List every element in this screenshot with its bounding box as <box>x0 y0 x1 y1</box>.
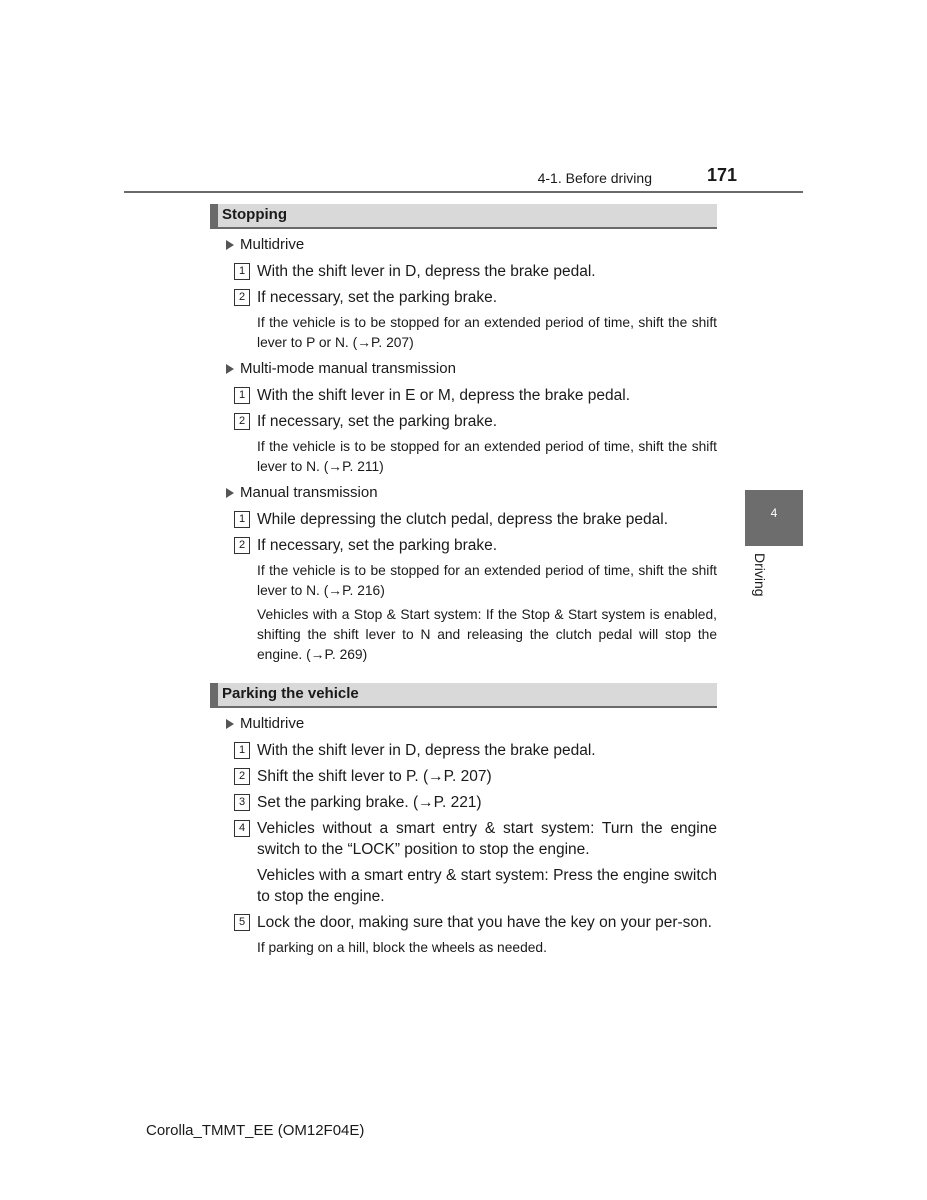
step-number: 2 <box>234 768 250 785</box>
step-item: 2 If necessary, set the parking brake. <box>210 535 717 556</box>
triangle-bullet-icon <box>226 488 234 498</box>
step-number: 5 <box>234 914 250 931</box>
step-number: 3 <box>234 794 250 811</box>
step-number: 1 <box>234 387 250 404</box>
step-item: 1 While depressing the clutch pedal, depress the brake pedal. <box>210 509 717 530</box>
step-item: 3 Set the parking brake. (→P. 221) <box>210 792 717 813</box>
step-number: 1 <box>234 263 250 280</box>
triangle-bullet-icon <box>226 364 234 374</box>
step-item: 1 With the shift lever in E or M, depress the brake pedal. <box>210 385 717 406</box>
page-number: 171 <box>707 165 738 185</box>
subsection-multidrive: Multidrive <box>210 235 717 255</box>
subsection-manual: Manual transmission <box>210 483 717 503</box>
step-item: 1 With the shift lever in D, depress the brake pedal. <box>210 261 717 282</box>
section-heading-stopping <box>210 204 717 229</box>
note-text: If the vehicle is to be stopped for an extended period of time, shift the shift lever to N. (→P. 211) <box>257 439 717 474</box>
triangle-bullet-icon <box>226 719 234 729</box>
triangle-bullet-icon <box>226 240 234 250</box>
step-item: 5 Lock the door, making sure that you have the key on your per-son. <box>210 912 717 933</box>
chapter-tab <box>745 490 803 546</box>
footer-model-code: Corolla_TMMT_EE (OM12F04E) <box>146 1122 365 1139</box>
step-number: 2 <box>234 537 250 554</box>
step-number: 2 <box>234 413 250 430</box>
note-text: If the vehicle is to be stopped for an extended period of time, shift the shift lever to P or N. (→P. 207) <box>257 315 717 350</box>
note-text: If the vehicle is to be stopped for an extended period of time, shift the shift lever to N. (→P. 216) <box>257 563 717 598</box>
note-text: Vehicles with a Stop & Start system: If the Stop & Start system is enabled, shifting the shift lever to N and releasing the clutch pedal will stop the engine. (→P. 269) <box>257 607 717 662</box>
header-divider <box>124 191 803 193</box>
chapter-label: Driving <box>752 553 768 597</box>
chapter-number: 4 <box>770 506 778 520</box>
step-item: 2 If necessary, set the parking brake. <box>210 411 717 432</box>
step-continuation: Vehicles with a smart entry & start system: Press the engine switch to stop the engine. <box>257 867 717 905</box>
section-title: Parking the vehicle <box>222 685 359 702</box>
step-item: 1 With the shift lever in D, depress the brake pedal. <box>210 740 717 761</box>
subsection-mmt: Multi-mode manual transmission <box>210 359 717 379</box>
note-text: If parking on a hill, block the wheels as needed. <box>257 940 547 955</box>
section-heading-parking <box>210 683 717 708</box>
subsection-multidrive: Multidrive <box>210 714 717 734</box>
section-title: Stopping <box>222 206 287 223</box>
step-number: 4 <box>234 820 250 837</box>
step-item: 2 If necessary, set the parking brake. <box>210 287 717 308</box>
step-number: 1 <box>234 742 250 759</box>
main-content <box>210 204 717 962</box>
section-header: 4-1. Before driving <box>537 170 652 186</box>
step-number: 2 <box>234 289 250 306</box>
step-number: 1 <box>234 511 250 528</box>
step-item: 4 Vehicles without a smart entry & start system: Turn the engine switch to the “LOCK” position to stop the engine. <box>210 818 717 860</box>
step-item: 2 Shift the shift lever to P. (→P. 207) <box>210 766 717 787</box>
